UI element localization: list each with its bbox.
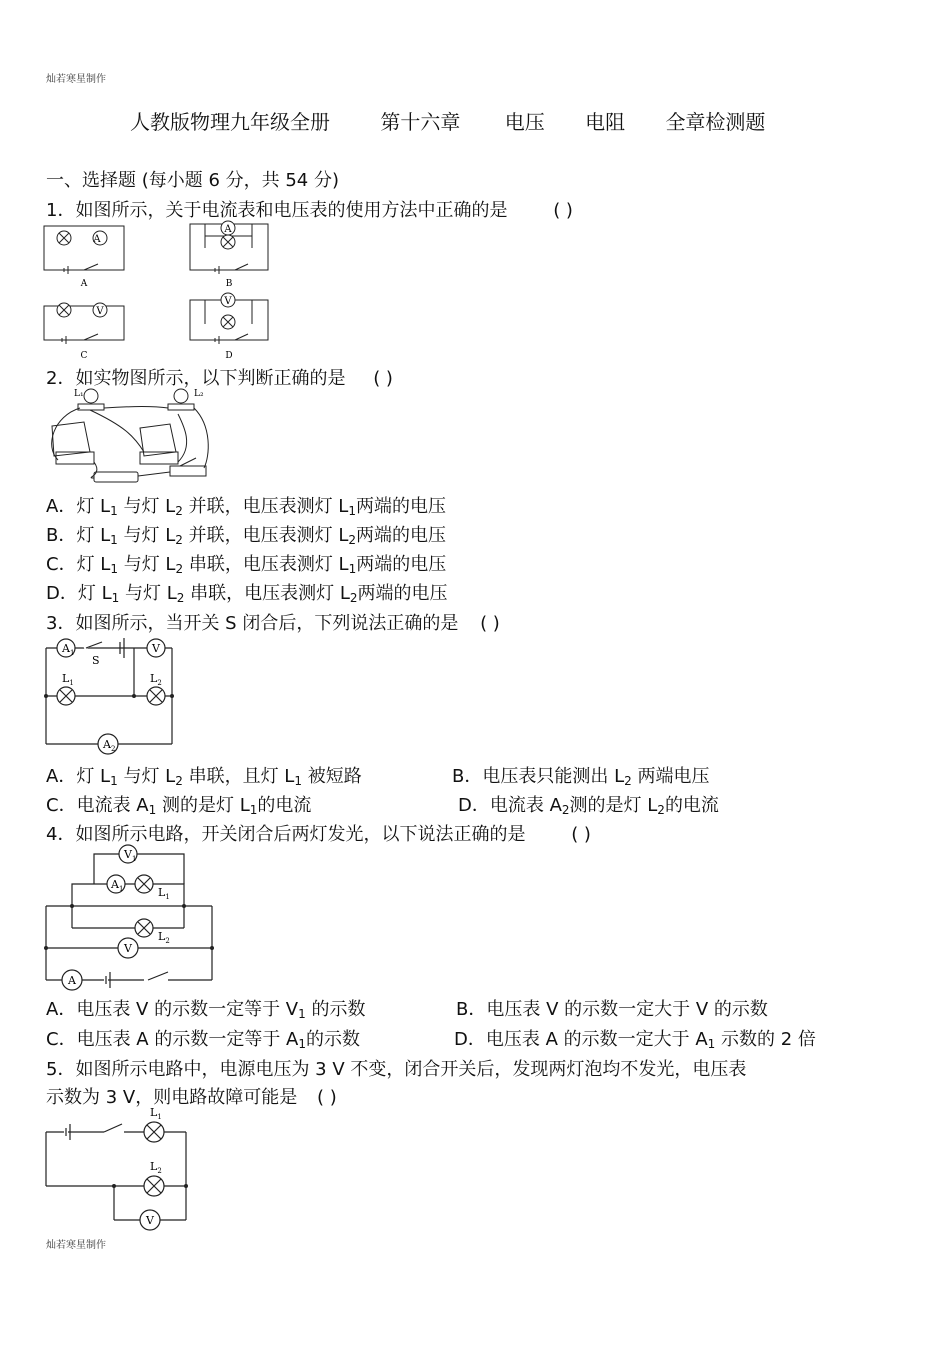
- header-watermark: 灿若寒星制作: [46, 74, 106, 85]
- q1-meter-d: V: [224, 296, 232, 307]
- title-chapter: 第十六章: [380, 110, 461, 134]
- q2-stem-text: 2．如实物图所示，以下判断正确的是: [46, 368, 346, 389]
- q2-option: B．灯 $L_1$ 与灯 $L_2$ 并联，电压表测灯 $L_2$两端的电压: [46, 525, 446, 547]
- q2-option: A．灯 $L_1$ 与灯 $L_2$ 并联，电压表测灯 $L_1$两端的电压: [46, 496, 446, 518]
- q1-label-b: B: [225, 279, 233, 289]
- q3-fig-l2: $L_2$: [150, 672, 162, 687]
- q1-stem-text: 1．如图所示，关于电流表和电压表的使用方法中正确的是: [46, 200, 508, 221]
- q4-figure: [44, 844, 224, 987]
- q1-meter-b: A: [224, 224, 232, 235]
- q3-option-d: D．电流表 $A_2$测的是灯 $L_2$的电流: [458, 795, 719, 817]
- q1-meter-c: V: [96, 306, 104, 317]
- q1-answer-paren: ( ): [553, 200, 573, 221]
- q1-figure: [40, 220, 270, 360]
- q5-answer-paren: ( ): [316, 1087, 337, 1108]
- q3-option-a: A．灯 $L_1$ 与灯 $L_2$ 串联，且灯 $L_1$ 被短路: [46, 766, 362, 788]
- section-heading: 一、选择题 (每小题 6 分，共 54 分): [46, 170, 340, 191]
- q3-fig-v: V: [152, 642, 160, 655]
- q3-fig-a1: $A_1$: [62, 642, 75, 657]
- question-4-stem: [46, 820, 591, 846]
- q4-fig-l1: $L_1$: [158, 886, 170, 901]
- title-topic2: 电阻: [585, 110, 626, 134]
- q2-option: D．灯 $L_1$ 与灯 $L_2$ 串联，电压表测灯 $L_2$两端的电压: [46, 583, 448, 605]
- q2-option: C．灯 $L_1$ 与灯 $L_2$ 串联，电压表测灯 $L_1$两端的电压: [46, 554, 447, 576]
- question-5-stem-line1: 5．如图所示电路中，电源电压为 3 V 不变，闭合开关后，发现两灯泡均不发光，电压表: [46, 1059, 747, 1080]
- q3-answer-paren: ( ): [480, 613, 500, 634]
- q3-fig-l1: $L_1$: [62, 672, 74, 687]
- q4-fig-a1: $A_1$: [111, 878, 124, 893]
- q4-option-c: C．电压表 A 的示数一定等于 $A_1$的示数: [46, 1029, 360, 1051]
- q5-fig-v: V: [146, 1214, 154, 1227]
- q4-option-b: B．电压表 V 的示数一定大于 V 的示数: [456, 999, 768, 1020]
- q4-fig-l2: $L_2$: [158, 930, 170, 945]
- q5-fig-l1: $L_1$: [150, 1106, 162, 1121]
- q1-meter-a: A: [93, 234, 101, 245]
- q3-option-c: C．电流表 $A_1$ 测的是灯 $L_1$的电流: [46, 795, 312, 817]
- q4-stem-text: 4．如图所示电路，开关闭合后两灯发光，以下说法正确的是: [46, 824, 526, 845]
- question-1-stem: [46, 196, 573, 222]
- q2-fig-l1: L₁: [74, 389, 84, 399]
- q4-fig-v: V: [124, 942, 132, 955]
- q5-stem-text: 示数为 3 V，则电路故障可能是: [46, 1087, 298, 1108]
- footer-watermark: 灿若寒星制作: [46, 1240, 106, 1251]
- q4-answer-paren: ( ): [571, 824, 591, 845]
- page-title: [130, 106, 765, 135]
- q4-fig-a: A: [68, 974, 76, 987]
- question-3-stem: [46, 609, 500, 635]
- q1-label-c: C: [80, 351, 88, 361]
- q4-option-a: A．电压表 V 的示数一定等于 $V_1$ 的示数: [46, 999, 366, 1021]
- q4-fig-v1: $V_1$: [124, 848, 137, 863]
- q5-fig-l2: $L_2$: [150, 1160, 162, 1175]
- q2-figure: [44, 386, 214, 486]
- q3-figure: [44, 634, 184, 754]
- q5-figure: [44, 1106, 194, 1226]
- q3-stem-text: 3．如图所示，当开关 S 闭合后，下列说法正确的是: [46, 613, 459, 634]
- q2-fig-l2: L₂: [194, 389, 204, 399]
- q3-fig-s: S: [92, 654, 100, 667]
- q1-label-a: A: [80, 279, 88, 289]
- title-topic1: 电压: [504, 110, 545, 134]
- q4-option-d: D．电压表 A 的示数一定大于 $A_1$ 示数的 2 倍: [454, 1029, 816, 1051]
- q3-option-b: B．电压表只能测出 $L_2$ 两端电压: [452, 766, 710, 788]
- q2-answer-paren: ( ): [373, 368, 393, 389]
- title-book: 人教版物理九年级全册: [130, 110, 330, 134]
- title-kind: 全章检测题: [665, 110, 766, 134]
- q3-fig-a2: $A_2$: [103, 738, 116, 753]
- q1-label-d: D: [225, 351, 233, 361]
